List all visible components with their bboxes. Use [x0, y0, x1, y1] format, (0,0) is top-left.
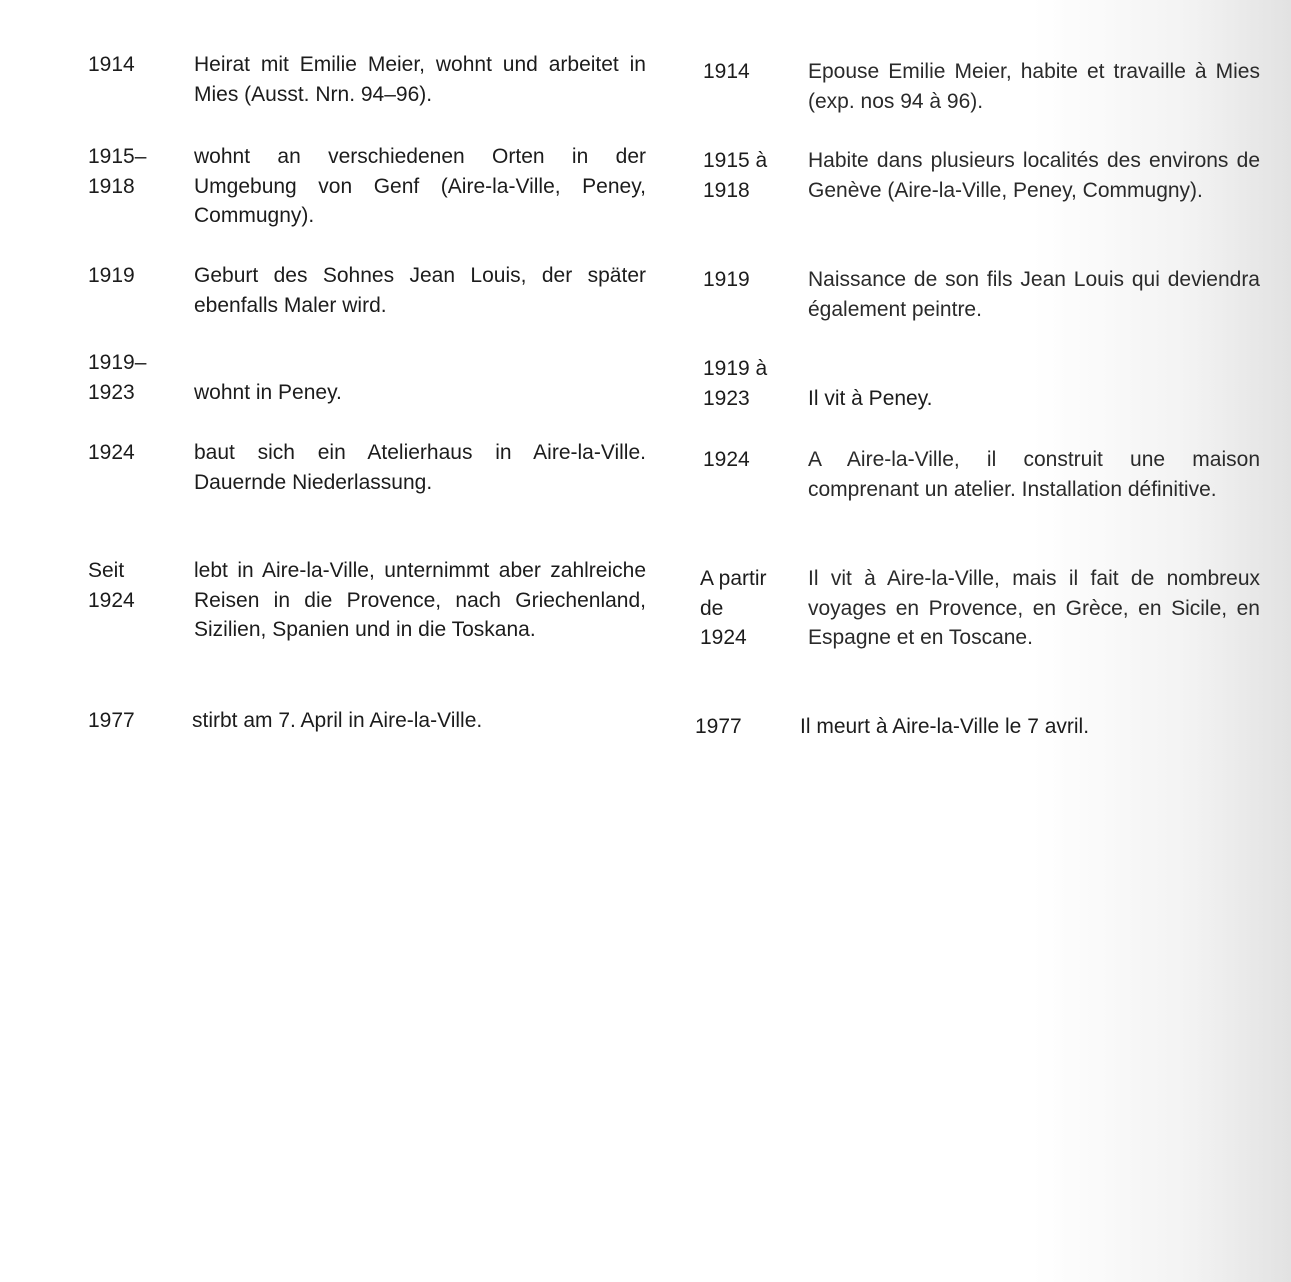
entry-text: stirbt am 7. April in Aire-la-Ville.	[192, 709, 483, 732]
entry-year: 1924	[703, 448, 750, 471]
entry-year: 1924	[88, 441, 135, 464]
entry-text: wohnt an verschiedenen Orten in der Umgebung von Genf (Aire-la-Ville, Peney, Commugny).	[194, 145, 646, 227]
entry-text: lebt in Aire-la-Ville, unternimmt aber zahlreiche Reisen in die Provence, nach Griechenland, Sizilien, Spanien und in die Toskana.	[194, 559, 646, 641]
entry-year: 1915 à 1918	[703, 149, 768, 202]
entry-year: 1919	[88, 264, 135, 287]
entry-year: 1919 à 1923	[703, 357, 768, 410]
entry-text: Naissance de son fils Jean Louis qui deviendra également peintre.	[808, 268, 1260, 321]
entry-year: A partir de 1924	[700, 567, 767, 649]
entry-text: Il meurt à Aire-la-Ville le 7 avril.	[800, 715, 1090, 738]
entry-year: 1977	[88, 709, 135, 732]
entry-text: Heirat mit Emilie Meier, wohnt und arbeitet in Mies (Ausst. Nrn. 94–96).	[194, 53, 646, 106]
entry-text: Il vit à Peney.	[808, 387, 933, 410]
entry-year: 1919	[703, 268, 750, 291]
entry-text: baut sich ein Atelierhaus in Aire-la-Ville. Dauernde Niederlassung.	[194, 441, 646, 494]
entry-text: Il vit à Aire-la-Ville, mais il fait de nombreux voyages en Provence, en Grèce, en Sicile, en Espagne et en Toscane.	[808, 567, 1260, 649]
entry-text: wohnt in Peney.	[194, 381, 342, 404]
entry-text: A Aire-la-Ville, il construit une maison comprenant un atelier. Installation définitive.	[808, 448, 1260, 501]
entry-text: Geburt des Sohnes Jean Louis, der später ebenfalls Maler wird.	[194, 264, 646, 317]
entry-year: 1914	[88, 53, 135, 76]
entry-text: Habite dans plusieurs localités des environs de Genève (Aire-la-Ville, Peney, Commugny).	[808, 149, 1260, 202]
entry-year: 1915– 1918	[88, 145, 147, 198]
entry-year: 1919– 1923	[88, 351, 147, 404]
entry-text: Epouse Emilie Meier, habite et travaille à Mies (exp. nos 94 à 96).	[808, 60, 1260, 113]
entry-year: Seit 1924	[88, 559, 135, 612]
entry-year: 1977	[695, 715, 742, 738]
entry-year: 1914	[703, 60, 750, 83]
